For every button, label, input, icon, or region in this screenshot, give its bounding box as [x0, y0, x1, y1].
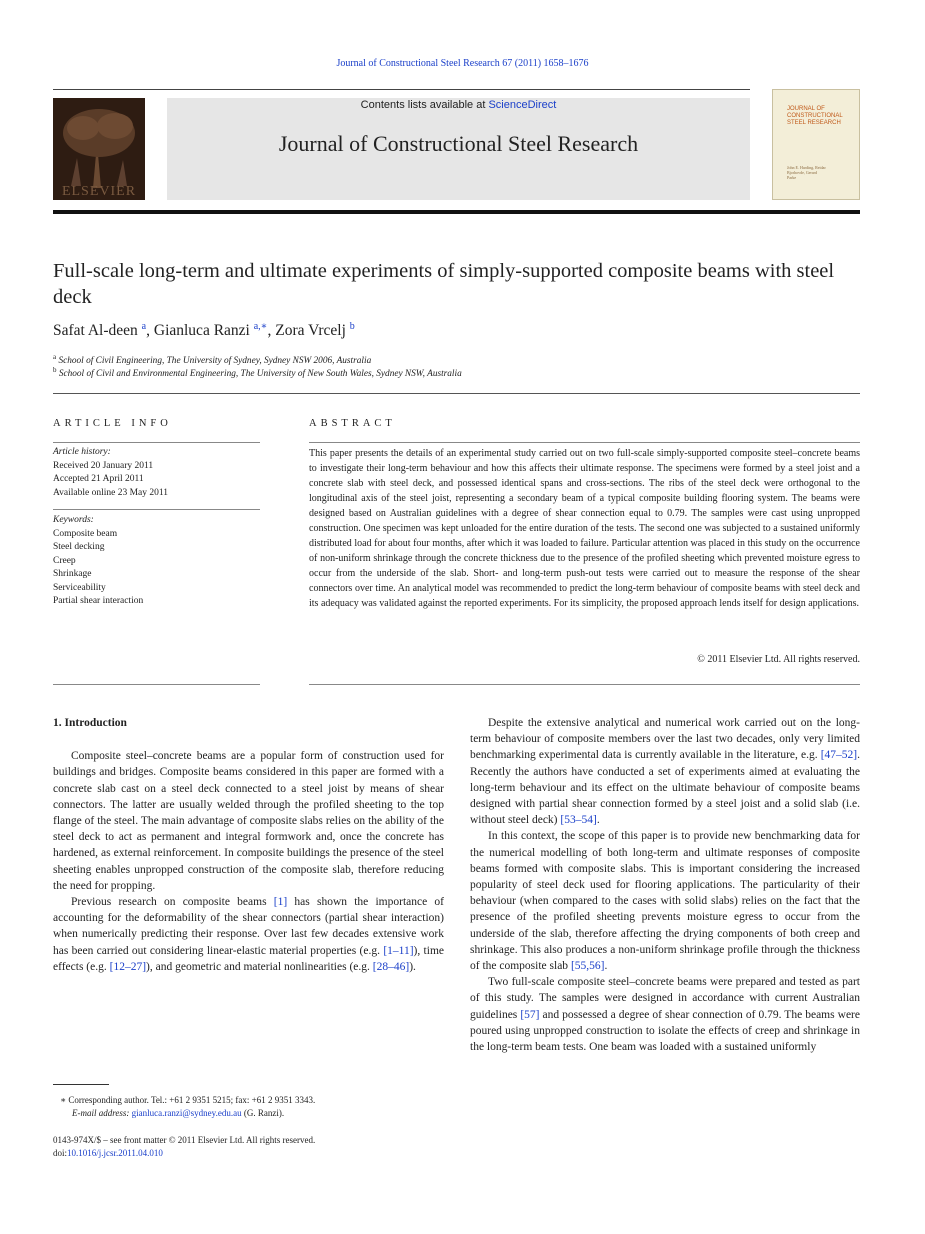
citation-link[interactable]: [47–52] — [820, 749, 858, 762]
history-item: Available online 23 May 2011 — [53, 487, 169, 498]
footnote-rule — [53, 1084, 109, 1085]
keywords: Keywords: Composite beam Steel decking Creep Shrinkage Serviceability Partial shear interaction — [53, 514, 260, 609]
keyword-item: Composite beam — [53, 528, 118, 539]
doi-link[interactable]: 10.1016/j.jcsr.2011.04.010 — [67, 1148, 163, 1158]
keyword-item: Steel decking — [53, 542, 105, 552]
divider — [53, 393, 860, 394]
history-item: Received 20 January 2011 — [53, 460, 154, 471]
keyword-item: Creep — [53, 555, 76, 566]
journal-title: Journal of Constructional Steel Research — [278, 131, 639, 156]
author-affiliation-mark[interactable]: a — [141, 320, 147, 332]
keyword-item: Serviceability — [53, 582, 106, 593]
journal-reference-link[interactable]: Journal of Constructional Steel Research 67 (2011) 1658–1676 — [336, 58, 589, 69]
author-affiliation-mark[interactable]: b — [349, 320, 355, 332]
publisher-name: ELSEVIER — [61, 184, 137, 199]
divider — [53, 442, 260, 443]
journal-masthead — [167, 98, 750, 200]
affiliation: $^a$ School of Civil Engineering, The University of Sydney, Sydney NSW 2006, Australia — [53, 353, 372, 367]
article-info-heading: ARTICLE INFO — [53, 418, 172, 429]
abstract-heading: ABSTRACT — [309, 418, 396, 429]
corresponding-author-note: ∗ Corresponding author. Tel.: +61 2 9351 5215; fax: +61 2 9351 3343. E-mail address: gianluca.ranzi@sydney.edu.au (G. Ranzi). — [60, 1095, 316, 1118]
author-list: Safat Al-deen $^a$, Gianluca Ranzi $^{a,∗}$, Zora Vrcelj $^b$ — [53, 320, 355, 339]
citation-link[interactable]: [55,56] — [570, 960, 605, 973]
body-right-column — [470, 715, 860, 1055]
citation-link[interactable]: [12–27] — [109, 960, 147, 973]
keyword-item: Partial shear interaction — [53, 596, 144, 606]
cover-title: JOURNAL OF CONSTRUCTIONAL STEEL RESEARCH — [787, 106, 843, 126]
paragraph: Previous research on composite beams [1] has shown the importance of accounting for the deformability of the shear connectors (partial shear interaction) when numerically predicting their response. Over last few decades extensive work has been carried out considering linear-elastic material properties (e.g. [1–11]), time effects (e.g. [12–27]), and geometric and material nonlinearities (e.g. [28–46]). — [53, 896, 444, 973]
header-rule — [53, 89, 750, 90]
author-name: Gianluca Ranzi — [153, 322, 250, 339]
elsevier-logo — [53, 98, 145, 200]
citation-link[interactable]: [57] — [520, 1008, 540, 1021]
divider — [309, 684, 860, 685]
masthead-divider — [53, 210, 860, 214]
divider — [309, 442, 860, 443]
paragraph: Despite the extensive analytical and numerical work carried out on the long-term behaviour of composite members over the last two decades, only very limited benchmarking experimental data is currently available in the literature, e.g. [47–52]. Recently the authors have conducted a set of experiments aimed at evaluating the long-term behaviour and its effect on the ultimate behaviour of composite beams designed with partial shear connection formed by a steel joist and a solid slab (i.e. without steel deck) [53–54]. — [470, 717, 860, 827]
copyright: © 2011 Elsevier Ltd. All rights reserved. — [697, 654, 860, 665]
divider — [53, 509, 260, 510]
citation-link[interactable]: [28–46] — [372, 960, 410, 973]
history-item: Accepted 21 April 2011 — [53, 474, 144, 484]
affiliation: $^b$ School of Civil and Environmental Engineering, The University of New South Wales, Sydney NSW, Australia — [53, 366, 462, 380]
contents-available: Contents lists available at ScienceDirect — [360, 99, 557, 111]
abstract-text: This paper presents the details of an experimental study carried out on two full-scale simply-supported composite steel–concrete beams to investigate their long-term behaviour and how this affects their ultimate response. The specimens were formed by a steel joist and a concrete slab with steel deck, and possessed identical spans and cross-sections. The ribs of the steel deck were orthogonal to the longitudinal axis of the steel joist, representing a secondary beam of a typical composite building flooring system. The beams were designed based on Australian guidelines with a degree of shear connection equal to 0.79. The samples were cast using unpropped construction. One specimen was kept unloaded for the entire duration of the tests. The second one was subjected to a sustained uniformly distributed load for about four months, after which it was loaded to failure. Particular attention was placed in this study on the occurrence of non-uniform shrinkage through the concrete thickness due to the presence of the profiled sheeting which prevented moisture egress to occur from the underside of the slab. Short- and long-term push-out tests were carried out to measure the response of the shear connectors over time. An analytical model was recommended to predict the long-term behaviour of composite beams with steel deck and its adequacy was validated against the reported experiments. For its simplicity, the proposed approach lends itself for design applications. — [309, 448, 860, 609]
journal-cover-thumbnail[interactable] — [772, 89, 860, 200]
paragraph: In this context, the scope of this paper is to provide new benchmarking data for the numerical modelling of both long-term and ultimate responses of composite beams formed with composite slabs. This is important considering the increased popularity of steel deck used for flooring applications. The particularity of their behaviour (when compared to the cases with solid slabs) relies on the fact that the presence of the profiled sheeting prevents moisture egress to occur from the underside of the slab, therefore affecting the drying components of both creep and shrinkage. This also produces a non-uniform shrinkage profile through the thickness of the composite slab [55,56]. — [470, 830, 860, 973]
author-affiliation-mark[interactable]: a,∗ — [253, 320, 268, 332]
divider — [53, 684, 260, 685]
paragraph: Composite steel–concrete beams are a popular form of construction used for buildings and bridges. Composite beams considered in this paper are formed with a concrete slab cast on a steel deck connected to a steel joist by means of shear connectors. The latter are usually welded through the profiled sheeting to the top flange of the steel. The main advantage of composite slabs relies on the ability of the steel deck to act as permanent and integral formwork and, once the concrete has hardened, as external reinforcement. In composite buildings the presence of the steel sheeting enables unpropped construction of the composite slab, therefore reducing the need for propping. — [53, 750, 444, 892]
author-name: Zora Vrcelj — [275, 322, 346, 339]
sciencedirect-link[interactable]: ScienceDirect — [488, 99, 557, 111]
issn-and-doi: 0143-974X/$ – see front matter © 2011 Elsevier Ltd. All rights reserved. doi:10.1016/j.jcsr.2011.04.010 — [53, 1135, 316, 1158]
paragraph: Two full-scale composite steel–concrete beams were prepared and tested as part of this study. The samples were designed in accordance with current Australian guidelines [57] and possessed a degree of shear connection of 0.79. The beams were poured using unpropped construction to isolate the effects of creep and shrinkage in the long-term beam tests. One beam was loaded with a sustained uniformly — [470, 976, 860, 1054]
citation-link[interactable]: [1–11] — [383, 944, 414, 957]
keyword-item: Shrinkage — [53, 569, 92, 579]
article-title: Full-scale long-term and ultimate experiments of simply-supported composite beams with steel deck — [53, 260, 835, 308]
cover-editors: John E. Harding, Reidar Bjorhovde, Gerard Parke — [787, 165, 826, 180]
article-history: Article history: Received 20 January 2011 Accepted 21 April 2011 Available online 23 May 2011 — [53, 446, 260, 500]
citation-link[interactable]: [1] — [273, 896, 288, 909]
citation-link[interactable]: [53–54] — [560, 814, 597, 827]
author-name: Safat Al-deen — [53, 322, 138, 339]
body-left-column — [53, 715, 444, 975]
section-heading: 1. Introduction — [53, 717, 127, 729]
email-link[interactable]: gianluca.ranzi@sydney.edu.au — [131, 1108, 242, 1118]
